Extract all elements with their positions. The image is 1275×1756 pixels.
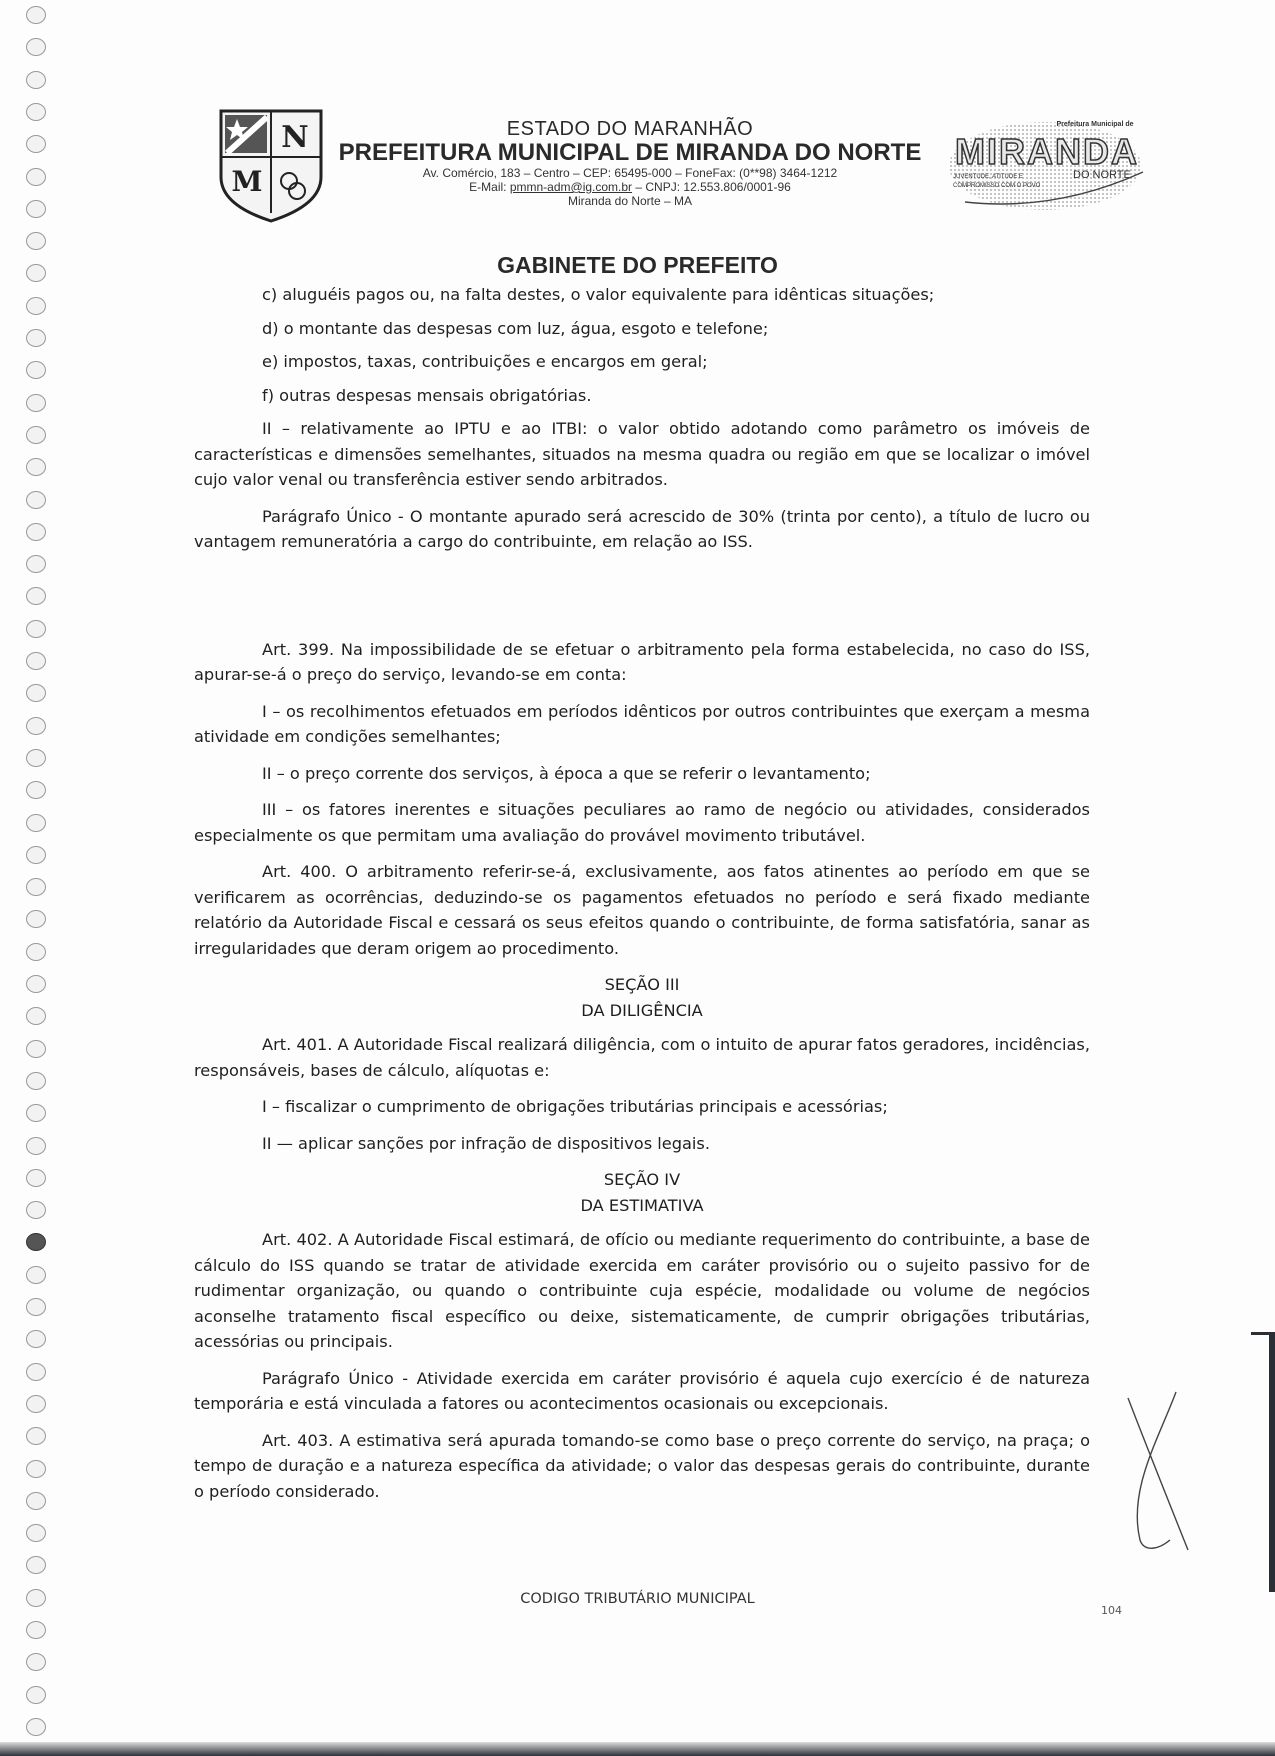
art-399-iii: III – os fatores inerentes e situações peculiares ao ramo de negócio ou atividades, considerados especialmente os que permitam uma avaliação do provável movimento tributável. — [194, 800, 1090, 845]
letterhead — [200, 100, 1150, 230]
binding-hole — [26, 975, 46, 993]
binding-hole — [26, 1233, 46, 1251]
binding-hole — [26, 1040, 46, 1058]
art-399: Art. 399. Na impossibilidade de se efetuar o arbitramento pela forma estabelecida, no caso do ISS, apurar-se-á o preço do serviço, levando-se em conta: — [194, 639, 1090, 684]
crest-letter-m: M — [231, 165, 263, 198]
document-body — [194, 282, 1090, 1515]
art-403: Art. 403. A estimativa será apurada tomando-se como base o preço corrente do serviço, na praça; o tempo de duração e a natureza específica da atividade; o valor das despesas gerais do contribuinte, durante o período considerado. — [194, 1430, 1090, 1501]
scan-edge-right — [1269, 1332, 1275, 1592]
secao-iv-title: DA ESTIMATIVA — [580, 1195, 704, 1215]
art-402: Art. 402. A Autoridade Fiscal estimará, de ofício ou mediante requerimento do contribuinte, a base de cálculo do ISS quando se tratar de atividade exercida em caráter provisório ou o sujeito passivo for de rudimentar organização, ou quando o contribuinte cuja espécie, modalidade ou volume de negócios aconselhe tratamento fiscal específico ou deixe, sistematicamente, de cumprir obrigações tributárias, acessórias ou principais. — [194, 1230, 1090, 1351]
binding-hole — [26, 458, 46, 476]
binding-hole — [26, 200, 46, 218]
binding-hole — [26, 620, 46, 638]
footer-text: CODIGO TRIBUTÁRIO MUNICIPAL — [520, 1591, 755, 1607]
address-line: Av. Comércio, 183 – Centro – CEP: 65495-000 – FoneFax: (0**98) 3464-1212 — [422, 166, 838, 180]
inciso-ii-iptu: II – relativamente ao IPTU e ao ITBI: o valor obtido adotando como parâmetro os imóveis de características e dimensões semelhantes, situados na mesma quadra ou região em que se localizar o imóvel cujo valor venal ou transferência estiver sendo arbitrados. — [194, 419, 1090, 489]
office-title: GABINETE DO PREFEITO — [497, 252, 778, 278]
binding-hole — [26, 1201, 46, 1219]
binding-hole — [26, 135, 46, 153]
crest-letter-n: N — [281, 120, 309, 155]
binding-hole — [26, 1266, 46, 1284]
binding-hole — [26, 1298, 46, 1316]
binding-hole — [26, 846, 46, 864]
handwritten-x-mark-icon — [1118, 1390, 1198, 1560]
binding-hole — [26, 587, 46, 605]
logo-tagline-1: JUVENTUDE, ATITUDE E — [953, 174, 1023, 180]
binding-hole — [26, 717, 46, 735]
binding-hole — [26, 1363, 46, 1381]
binding-hole — [26, 232, 46, 250]
binding-hole — [26, 1427, 46, 1445]
art-400: Art. 400. O arbitramento referir-se-á, exclusivamente, aos fatos atinentes ao período em que se verificarem as ocorrências, deduzindo-se os pagamentos efetuados no período e será fixado mediante relatório da Autoridade Fiscal e cessará os seus efeitos quando o contribuinte, de forma satisfatória, sanar as irregularidades que deram origem ao procedimento. — [194, 862, 1090, 958]
binding-hole — [26, 426, 46, 444]
state-name: ESTADO DO MARANHÃO — [506, 118, 754, 140]
art-401-i: I – fiscalizar o cumprimento de obrigações tributárias principais e acessórias; — [262, 1097, 888, 1116]
contact-line: E-Mail: pmmn-adm@ig.com.br – CNPJ: 12.553.806/0001-96 — [469, 180, 791, 194]
binding-hole — [26, 1524, 46, 1542]
secao-iii-title: DA DILIGÊNCIA — [581, 1000, 703, 1020]
binding-hole — [26, 168, 46, 186]
scan-edge-bottom — [0, 1742, 1275, 1756]
binding-hole — [26, 878, 46, 896]
binding-hole — [26, 491, 46, 509]
secao-iii-heading: SEÇÃO III — [604, 975, 680, 994]
binding-hole — [26, 71, 46, 89]
binding-hole — [26, 361, 46, 379]
binding-hole — [26, 6, 46, 24]
art-399-ii: II – o preço corrente dos serviços, à época a que se referir o levantamento; — [262, 763, 871, 783]
binding-hole — [26, 814, 46, 832]
binding-hole — [26, 103, 46, 121]
binding-hole — [26, 329, 46, 347]
binding-hole — [26, 943, 46, 961]
binding-hole — [26, 1169, 46, 1187]
binding-hole — [26, 1137, 46, 1155]
page-number: 104 — [1101, 1604, 1122, 1617]
item-c: c) aluguéis pagos ou, na falta destes, o valor equivalente para idênticas situações; — [262, 285, 935, 304]
binding-hole — [26, 297, 46, 315]
binding-hole — [26, 1104, 46, 1122]
logo-sub-text: DO NORTE — [1073, 169, 1131, 181]
item-e: e) impostos, taxas, contribuições e encargos em geral; — [262, 352, 708, 371]
art-401-ii: II — aplicar sanções por infração de dispositivos legais. — [262, 1133, 711, 1153]
binding-hole — [26, 38, 46, 56]
paragrafo-unico-1: Parágrafo Único - O montante apurado será acrescido de 30% (trinta por cento), a título de lucro ou vantagem remuneratória a cargo do contribuinte, em relação ao ISS. — [194, 506, 1090, 551]
logo-tagline-2: COMPROMISSO COM O POVO — [953, 183, 1041, 189]
binding-hole — [26, 684, 46, 702]
miranda-logo-icon — [945, 112, 1150, 214]
binding-hole — [26, 749, 46, 767]
binding-hole — [26, 1653, 46, 1671]
art-401: Art. 401. A Autoridade Fiscal realizará diligência, com o intuito de apurar fatos geradores, incidências, responsáveis, bases de cálculo, alíquotas e: — [194, 1035, 1090, 1080]
binding-hole — [26, 394, 46, 412]
prefeitura-name: PREFEITURA MUNICIPAL DE MIRANDA DO NORTE — [338, 139, 922, 166]
binding-hole — [26, 1330, 46, 1348]
email-link[interactable]: pmmn-adm@ig.com.br — [509, 180, 633, 194]
scan-edge-right-tick — [1251, 1332, 1275, 1335]
binding-hole — [26, 1556, 46, 1574]
secao-iv-heading: SEÇÃO IV — [603, 1170, 681, 1189]
paragrafo-unico-2: Parágrafo Único - Atividade exercida em caráter provisório é aquela cujo exercício é de natureza temporária e está vinculada a fatores ou acontecimentos ocasionais ou excepcionais. — [194, 1368, 1090, 1413]
city-line: Miranda do Norte – MA — [567, 194, 693, 208]
municipal-crest-icon — [217, 105, 325, 223]
binding-hole — [26, 1460, 46, 1478]
letterhead-text — [330, 118, 930, 208]
logo-small-text: Prefeitura Municipal de — [1056, 121, 1134, 128]
binding-hole — [26, 781, 46, 799]
logo-main-text: MIRANDA — [955, 131, 1139, 172]
item-f: f) outras despesas mensais obrigatórias. — [262, 385, 592, 405]
binding-hole — [26, 1395, 46, 1413]
binding-hole — [26, 652, 46, 670]
binding-hole — [26, 555, 46, 573]
binding-hole — [26, 1007, 46, 1025]
art-399-i: I – os recolhimentos efetuados em períodos idênticos por outros contribuintes que exerçam a mesma atividade em condições semelhantes; — [194, 701, 1090, 746]
binding-hole — [26, 1072, 46, 1090]
item-d: d) o montante das despesas com luz, água, esgoto e telefone; — [262, 318, 769, 338]
binding-hole — [26, 910, 46, 928]
binding-hole — [26, 523, 46, 541]
binding-hole — [26, 1492, 46, 1510]
binding-hole — [26, 1718, 46, 1736]
binding-hole — [26, 1621, 46, 1639]
binding-hole — [26, 1686, 46, 1704]
